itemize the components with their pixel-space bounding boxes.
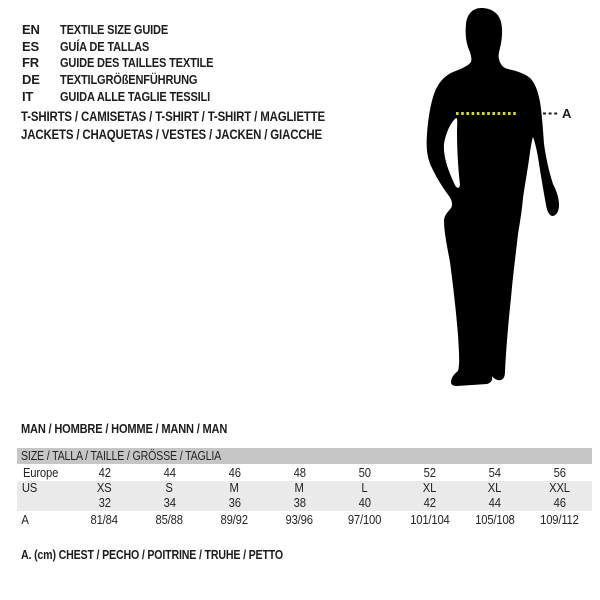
table-row-us: US XS S M M L XL XL XXL <box>17 481 592 495</box>
row-label: Europe <box>22 465 59 480</box>
shaded-band <box>17 481 592 511</box>
language-label: TEXTILE SIZE GUIDE <box>60 21 169 37</box>
row-label <box>17 496 72 510</box>
table-row-europe: Europe 42 44 46 48 50 52 54 56 <box>17 464 592 481</box>
language-code: ES <box>22 38 39 54</box>
language-label: GUIDA ALLE TAGLIE TESSILI <box>60 88 211 104</box>
measurement-footnote: A. (cm) CHEST / PECHO / POITRINE / TRUHE / PETTO <box>21 547 284 562</box>
section-title-man: MAN / HOMBRE / HOMME / MANN / MAN <box>21 421 228 436</box>
category-jackets: JACKETS / CHAQUETAS / VESTES / JACKEN / GIACCHE <box>21 126 323 142</box>
row-label: A <box>21 512 29 527</box>
row-label: US <box>21 481 38 495</box>
table-row-chest-cm: A 81/84 85/88 89/92 93/96 97/100 101/104 105/108 109/112 <box>17 511 592 528</box>
man-silhouette <box>427 8 559 386</box>
size-table-header: SIZE / TALLA / TAILLE / GRÖSSE / TAGLIA <box>17 448 592 464</box>
language-label: GUIDE DES TAILLES TEXTILE <box>60 55 214 71</box>
language-code: EN <box>22 21 40 37</box>
measure-label-a: A <box>562 106 572 121</box>
size-table <box>17 448 592 528</box>
language-label: GUÍA DE TALLAS <box>60 38 150 54</box>
language-label: TEXTILGRÖßENFÜHRUNG <box>60 71 198 87</box>
language-code: FR <box>22 55 39 71</box>
language-code: IT <box>22 88 34 104</box>
category-tshirts: T-SHIRTS / CAMISETAS / T-SHIRT / T-SHIRT / MAGLIETTE <box>21 109 325 125</box>
table-row-us-numeric: 32 34 36 38 40 42 44 46 <box>17 495 592 511</box>
language-code: DE <box>22 71 40 87</box>
